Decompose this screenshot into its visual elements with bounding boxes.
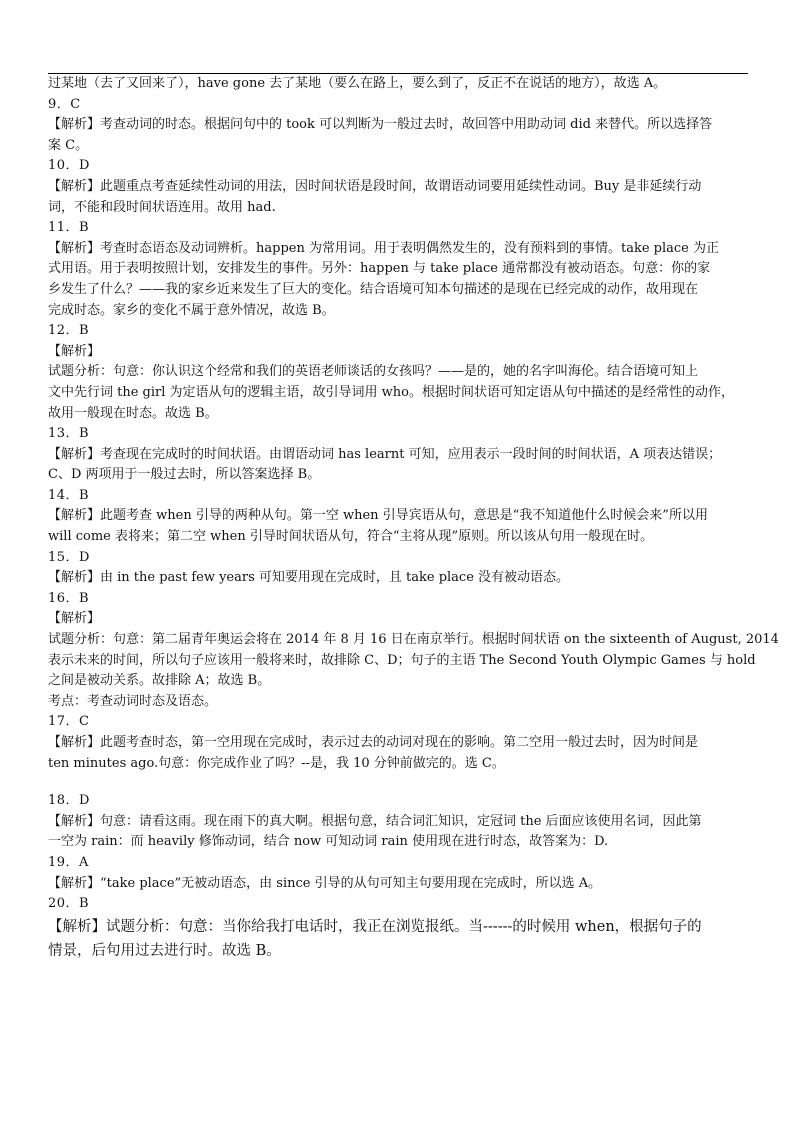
text-line: 【解析】句意：请看这雨。现在雨下的真大啊。根据句意，结合词汇知识，定冠词 the 后面应该使用名词，因此第 [48, 813, 702, 829]
question-number: 20．B [48, 896, 90, 912]
text-line: 试题分析：句意：第二届青年奥运会将在 2014 年 8 月 16 日在南京举行。根据时间状语 on the sixteenth of August, 2014 [48, 632, 779, 648]
text-line: C、D 两项用于一般过去时，所以答案选择 B。 [48, 467, 321, 483]
question-number: 10．D [48, 158, 90, 174]
text-line: will come 表将来；第二空 when 引导时间状语从句，符合“主将从现”原则。所以该从句用一般现在时。 [48, 529, 654, 545]
question-number: 11．B [48, 220, 90, 236]
question-number: 17．C [48, 714, 90, 730]
question-number: 15．D [48, 549, 90, 565]
text-line: 【解析】考查时态语态及动词辨析。happen 为常用词。用于表明偶然发生的，没有预料到的事情。take place 为正 [48, 240, 719, 256]
question-number: 18．D [48, 793, 90, 809]
text-line: 表示未来的时间，所以句子应该用一般将来时，故排除 C、D；句子的主语 The Second Youth Olympic Games 与 hold [48, 652, 756, 668]
text-line: 【解析】此题考查时态，第一空用现在完成时，表示过去的动词对现在的影响。第二空用一般过去时，因为时间是 [48, 735, 699, 750]
text-line: 情景，后句用过去进行时。故选 B。 [48, 942, 281, 959]
answer-key-content [48, 74, 779, 963]
blank-gap [48, 774, 748, 791]
text-line: 【解析】“take place”无被动语态，由 since 引导的从句可知主句要用现在完成时，所以选 A。 [48, 875, 602, 891]
text-line: 考点：考查动词时态及语态。 [48, 693, 218, 709]
text-line: 案 C。 [48, 137, 89, 153]
text-line: 完成时态。家乡的变化不属于意外情况，故选 B。 [48, 302, 335, 318]
text-line: 文中先行词 the girl 为定语从句的逻辑主语，故引导词用 who。根据时间状语可知定语从句中描述的是经常性的动作， [48, 384, 734, 400]
question-number: 16．B [48, 590, 90, 606]
text-line: 一空为 rain：而 heavily 修饰动词，结合 now 可知动词 rain 使用现在进行时态，故答案为：D. [48, 834, 609, 850]
text-line: 式用语。用于表明按照计划，安排发生的事件。另外：happen 与 take place 通常都没有被动语态。句意：你的家 [48, 261, 711, 277]
text-line: 【解析】考查动词的时态。根据问句中的 took 可以判断为一般过去时，故回答中用助动词 did 来替代。所以选择答 [48, 117, 713, 133]
text-line: 故用一般现在时态。故选 B。 [48, 405, 218, 421]
text-line: 【解析】 [48, 611, 101, 627]
text-line: 【解析】试题分析：句意：当你给我打电话时，我正在浏览报纸。当------的时候用 when，根据句子的 [48, 918, 702, 935]
text-line: 过某地（去了又回来了），have gone 去了某地（要么在路上，要么到了，反正不在说话的地方），故选 A。 [48, 76, 667, 91]
text-line: 【解析】考查现在完成时的时间状语。由谓语动词 has learnt 可知，应用表示一段时间的时间状语，A 项表达错误； [48, 446, 722, 462]
text-line: 之间是被动关系。故排除 A；故选 B。 [48, 673, 271, 689]
text-line: 试题分析：句意：你认识这个经常和我们的英语老师谈话的女孩吗？——是的，她的名字叫海伦。结合语境可知上 [48, 364, 699, 380]
text-line: ten minutes ago.句意：你完成作业了吗？--是，我 10 分钟前做完的。选 C。 [48, 755, 505, 771]
question-number: 14．B [48, 487, 90, 503]
question-number: 19．A [48, 854, 89, 870]
text-line: 【解析】此题考查 when 引导的两种从句。第一空 when 引导宾语从句，意思是“我不知道他什么时候会来”所以用 [48, 508, 708, 524]
text-line: 【解析】 [48, 343, 101, 359]
text-line: 乡发生了什么？——我的家乡近来发生了巨大的变化。结合语境可知本句描述的是现在已经完成的动作，故用现在 [48, 281, 699, 297]
text-line: 【解析】由 in the past few years 可知要用现在完成时，且 take place 没有被动语态。 [48, 570, 570, 586]
question-number: 12．B [48, 323, 90, 339]
question-number: 13．B [48, 426, 90, 442]
question-number: 9．C [48, 96, 81, 112]
text-line: 词，不能和段时间状语连用。故用 had. [48, 199, 276, 215]
text-line: 【解析】此题重点考查延续性动词的用法，因时间状语是段时间，故谓语动词要用延续性动词。Buy 是非延续行动 [48, 178, 702, 194]
